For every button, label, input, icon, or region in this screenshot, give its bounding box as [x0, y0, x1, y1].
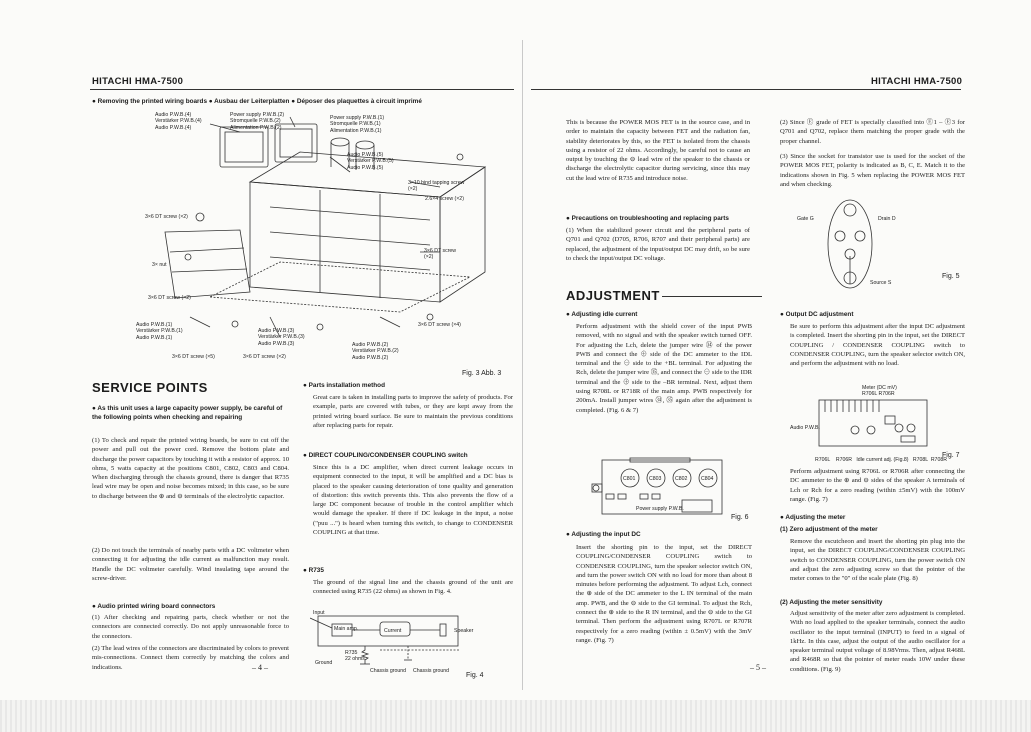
- label-screw-3x6-b: 3×6 DT screw (×2): [148, 295, 191, 301]
- service-point-2: (2) Do not touch the terminals of nearby parts with a DC voltmeter when connecting it for adjusting the idle current as malfunction may result. Handle the DC voltmeter carefully. Wind insulating tape around the screw-driver.: [92, 547, 289, 582]
- fig4-speaker-label: Speaker: [454, 628, 474, 634]
- connectors-heading: ● Audio printed wiring board connectors: [92, 603, 216, 610]
- parts-installation-heading: ● Parts installation method: [303, 382, 385, 389]
- precautions-text: (1) When the stabilized power circuit and the peripheral parts of Q701 and Q702 (D705, R706, R707 and their peripheral parts) are replaced, the adjustment of the input/output DC may drift, so be sure to check the input/output DC voltage.: [566, 227, 750, 262]
- fig7-meter-label: Meter (DC mV) R706L R706R: [862, 385, 897, 398]
- fig4-caption: Fig. 4: [466, 672, 484, 679]
- label-screw-3x6-dt: 3×6 DT screw (×2): [424, 248, 457, 261]
- label-power-pwb2: Power supply P.W.B.(2) Stromquelle P.W.B.(2) Alimentation P.W.B.(2): [230, 112, 285, 131]
- r735-heading: ● R735: [303, 567, 324, 574]
- output-dc-text: Be sure to perform this adjustment after the input DC adjustment is completed. Insert the shorting pin in the input, set the DIRECT COUPLING / CONDENSER COUPLING switch to CONDENSER COUPLING, turn the speaker selector switch ON, and perform the adjustment with no load.: [790, 323, 965, 368]
- idle-current-heading: ● Adjusting idle current: [566, 311, 638, 318]
- label-screw-x5: 3×6 DT screw (×5): [172, 354, 215, 360]
- fig4-r735-label: R735 22 ohms: [345, 650, 365, 663]
- fig7-bottom-labels: R706L R706R Idle current adj. (Fig.8) R708L R708R: [815, 457, 947, 463]
- fet-socket-text: (3) Since the socket for transistor use is used for the socket of the POWER MOS FET, polarity is indicated as B, C, E. Match it to the indications shown in Fig. 5 when replacing the POWER MOS FET and when checking.: [780, 153, 965, 188]
- fig4-main-amp-label: Main amp.: [334, 626, 359, 632]
- fig4-input-label: Input: [313, 610, 325, 616]
- fig5-source-label: Source S: [870, 280, 892, 286]
- adjustment-rule: [662, 296, 762, 297]
- fig3-caption: Fig. 3 Abb. 3: [462, 370, 502, 377]
- r735-text: The ground of the signal line and the chassis ground of the unit are connected using R735 (22 ohms) as shown in Fig. 4.: [313, 579, 513, 596]
- fig4-chassis-ground-label-2: Chassis ground: [413, 668, 450, 674]
- sensitivity-text: Adjust sensitivity of the meter after zero adjustment is completed. With no load applied to the speaker terminals, connect the audio oscillator to the input terminal (INPUT) to feed in a signal of 1kHz. In this case, adjust the output of the audio oscillator for a speaker terminal output voltage of 8.98Vrms. Then, adjust R468L and R468R so that the pointer of meter reads 10W under these conditions. (Fig. 9): [790, 610, 965, 673]
- removing-heading: ● Removing the printed wiring boards ● Ausbau der Leiterplatten ● Déposer des plaquettes à circuit imprimé: [92, 98, 422, 105]
- left-page-number: – 4 –: [252, 663, 268, 672]
- intro-text: This is because the POWER MOS FET is in the source case, and in order to maintain the capacity between FET and the radiation fan, stability deteriorates by this, so the FET is isolated from the chassis using a resistor of 22 ohms. Accordingly, be careful not to cause an output by touching the ⊖ lead wire of the speaker to the chassis or discharge the electrolytic capacitor during servicing, since this may cut the lead wire of R735 and introduce noise.: [566, 119, 750, 182]
- fig6-caption: Fig. 6: [731, 514, 749, 521]
- fig6-c804-label: C804: [701, 476, 714, 482]
- label-screw-3x10: 3×10 bind tapping screw (×2): [408, 180, 465, 193]
- label-audio-pwb5: Audio P.W.B.(5) Verstärker P.W.B.(5) Audio P.W.B.(5): [347, 152, 394, 171]
- connectors-point-2: (2) The lead wires of the connectors are discriminated by colors to prevent mis-connections. Connect them correctly by matching the colors and indications.: [92, 645, 289, 671]
- left-header-rule: [90, 89, 514, 90]
- service-points-heading: SERVICE POINTS: [92, 380, 208, 395]
- label-audio-pwb4: Audio P.W.B.(4) Verstärker P.W.B.(4) Audio P.W.B.(4): [155, 112, 202, 131]
- fig4-ground-schematic: [310, 610, 510, 670]
- adjustment-heading: ADJUSTMENT: [566, 288, 660, 303]
- label-audio-pwb1: Audio P.W.B.(1) Verstärker P.W.B.(1) Audio P.W.B.(1): [136, 322, 183, 341]
- fig5-drain-label: Drain D: [878, 216, 896, 222]
- label-screw-3x6-a: 3×6 DT screw (×2): [145, 214, 188, 220]
- label-audio-pwb3: Audio P.W.B.(3) Verstärker P.W.B.(3) Audio P.W.B.(3): [258, 328, 305, 347]
- label-nut: 3× nut: [152, 262, 167, 268]
- service-points-warning: ● As this unit uses a large capacity power supply, be careful of the following points when checking and repairing: [92, 405, 283, 421]
- right-header-title: HITACHI HMA-7500: [871, 76, 963, 87]
- zero-adjust-text: Remove the escutcheon and insert the shorting pin plug into the input, set the DIRECT COUPLING/CONDENSER COUPLING switch to CONDENSER COUPLING, turn the power switch ON and adjust the zero adjusting screw so that the pointer of the meter comes to the "0" of the scale plate (Fig. 8): [790, 538, 965, 583]
- fig6-c802-label: C802: [675, 476, 688, 482]
- fig6-power-pwb-label: Power supply P.W.B.: [636, 506, 684, 512]
- connectors-point-1: (1) After checking and repairing parts, check whether or not the connectors are connected correctly. Do not apply unreasonable force to the connectors.: [92, 614, 289, 640]
- fig5-caption: Fig. 5: [942, 273, 960, 280]
- left-header-title: HITACHI HMA-7500: [92, 76, 184, 87]
- sensitivity-heading: (2) Adjusting the meter sensitivity: [780, 599, 883, 606]
- service-point-1: (1) To check and repair the printed wiring boards, be sure to cut off the power and pull out the power cord. Remove the bottom plate and discharge the power capacitors by touching it with a resistor of approx. 10 ohms, 5 watts capacity at the positions C801, C802, C803 and C804. When discharging through the chassis ground, there is danger that R735 lead wire may be open and noise becomes mixed; in this case, so be sure to discharge between the ⊕ and ⊖ terminals of the electrolytic capacitor.: [92, 437, 289, 500]
- right-page-number: – 5 –: [750, 663, 766, 672]
- label-screw-26x4: 2.6×4 screw (×2): [425, 196, 464, 202]
- output-dc-heading: ● Output DC adjustment: [780, 311, 854, 318]
- label-screw-x2c: 3×6 DT screw (×2): [243, 354, 286, 360]
- right-header-rule: [531, 89, 961, 90]
- fig4-ground-label: Ground: [315, 660, 333, 666]
- scan-edge-band: [0, 700, 1031, 732]
- fig7-audio-pwb-label: Audio P.W.B.: [790, 425, 820, 431]
- fet-grade-text: (2) Since Ⓔ grade of FET is specially classified into Ⓔ1 – Ⓔ3 for Q701 and Q702, replace them matching the proper grade with the proper channel.: [780, 119, 965, 145]
- fig5-gate-label: Gate G: [797, 216, 814, 222]
- label-audio-pwb2: Audio P.W.B.(2) Verstärker P.W.B.(2) Audio P.W.B.(2): [352, 342, 399, 361]
- meter-heading: ● Adjusting the meter: [780, 514, 846, 521]
- fig4-current-label: Current: [384, 628, 402, 634]
- label-power-pwb1: Power supply P.W.B.(1) Stromquelle P.W.B.(1) Alimentation P.W.B.(1): [330, 115, 385, 134]
- fig4-chassis-ground-label: Chassis ground: [370, 668, 407, 674]
- input-dc-heading: ● Adjusting the input DC: [566, 531, 641, 538]
- precautions-heading: ● Precautions on troubleshooting and replacing parts: [566, 215, 729, 222]
- coupling-switch-heading: ● DIRECT COUPLING/CONDENSER COUPLING switch: [303, 452, 468, 459]
- input-dc-text: Insert the shorting pin to the input, set the DIRECT COUPLING/CONDENSER COUPLING switch to CONDENSER COUPLING, turn the speaker selector switch ON, and turn the power switch ON with no load for more than about 8 minutes before performing the adjustment. To adjust Lch, connect the ⊕ side of the DC ammeter to the L IN terminal of the main amp. PWB, and the ⊖ side to the GI terminal. To adjust the Rch, connect the ⊕ side to the R IN terminal, and the ⊖ side to the GI terminal. Then perform the adjustment using R707L or R707R respectively for a zero reading (within ± 0.5mV) with the 3mV range. (Fig. 7): [576, 544, 752, 644]
- idle-current-text: Perform adjustment with the shield cover of the input PWB removed, with no signal and with the speaker switch turned OFF. For adjusting the Lch, delete the jumper wire ㉞ of the power PWB and connect the ⊕ side of the DC ammeter to the IDL terminal and the ⊖ side to the +BL terminal. For adjusting the Rch, delete the jumper wire ㉟, and connect the ⊖ side to the IDR terminal and the ⊕ side to the –BR terminal. Next, adjust them using R708L or R718R of the main amp. PWB respectively for 200mA. Install jumper wires ㉞, ㉟ again after the adjustment is completed. (Fig. 6 & 7): [576, 323, 752, 414]
- label-screw-3x6-x4: 3×6 DT screw (×4): [418, 322, 461, 328]
- fig5-fet-socket: [815, 196, 885, 292]
- page-fold: [522, 40, 523, 690]
- output-dc-text-2: Perform adjustment using R706L or R706R after connecting the DC ammeter to the ⊕ and ⊖ sides of the speaker A terminals of Lch or Rch for a zero reading (within ±5mV) with the 100mV range. (Fig. 7): [790, 468, 965, 503]
- fig6-c801-label: C801: [623, 476, 636, 482]
- fig7-audio-board: [815, 392, 935, 454]
- fig7-caption: Fig. 7: [942, 452, 960, 459]
- parts-installation-text: Great care is taken in installing parts to improve the safety of products. For example, parts are covered with tubes, or they are kept away from the printed wiring board surface. Be sure to maintain the previous conditions after replacing parts for repair.: [313, 394, 513, 429]
- fig6-c803-label: C803: [649, 476, 662, 482]
- zero-adjust-heading: (1) Zero adjustment of the meter: [780, 526, 878, 533]
- coupling-switch-text: Since this is a DC amplifier, when direct current leakage occurs in equipment connected to the input, it will be amplified and a DC bias is placed to the speaker causing deterioration of tone quality and generation of distortion: this switch prevents this. This also prevents the flow of a large DC component because of trouble in the control amplifier which would damage the speaker. If there if DC leakage in the input, a noise ("puu ...") is heard when turning this switch, to change to CONDENSER COUPLING at that time.: [313, 464, 513, 537]
